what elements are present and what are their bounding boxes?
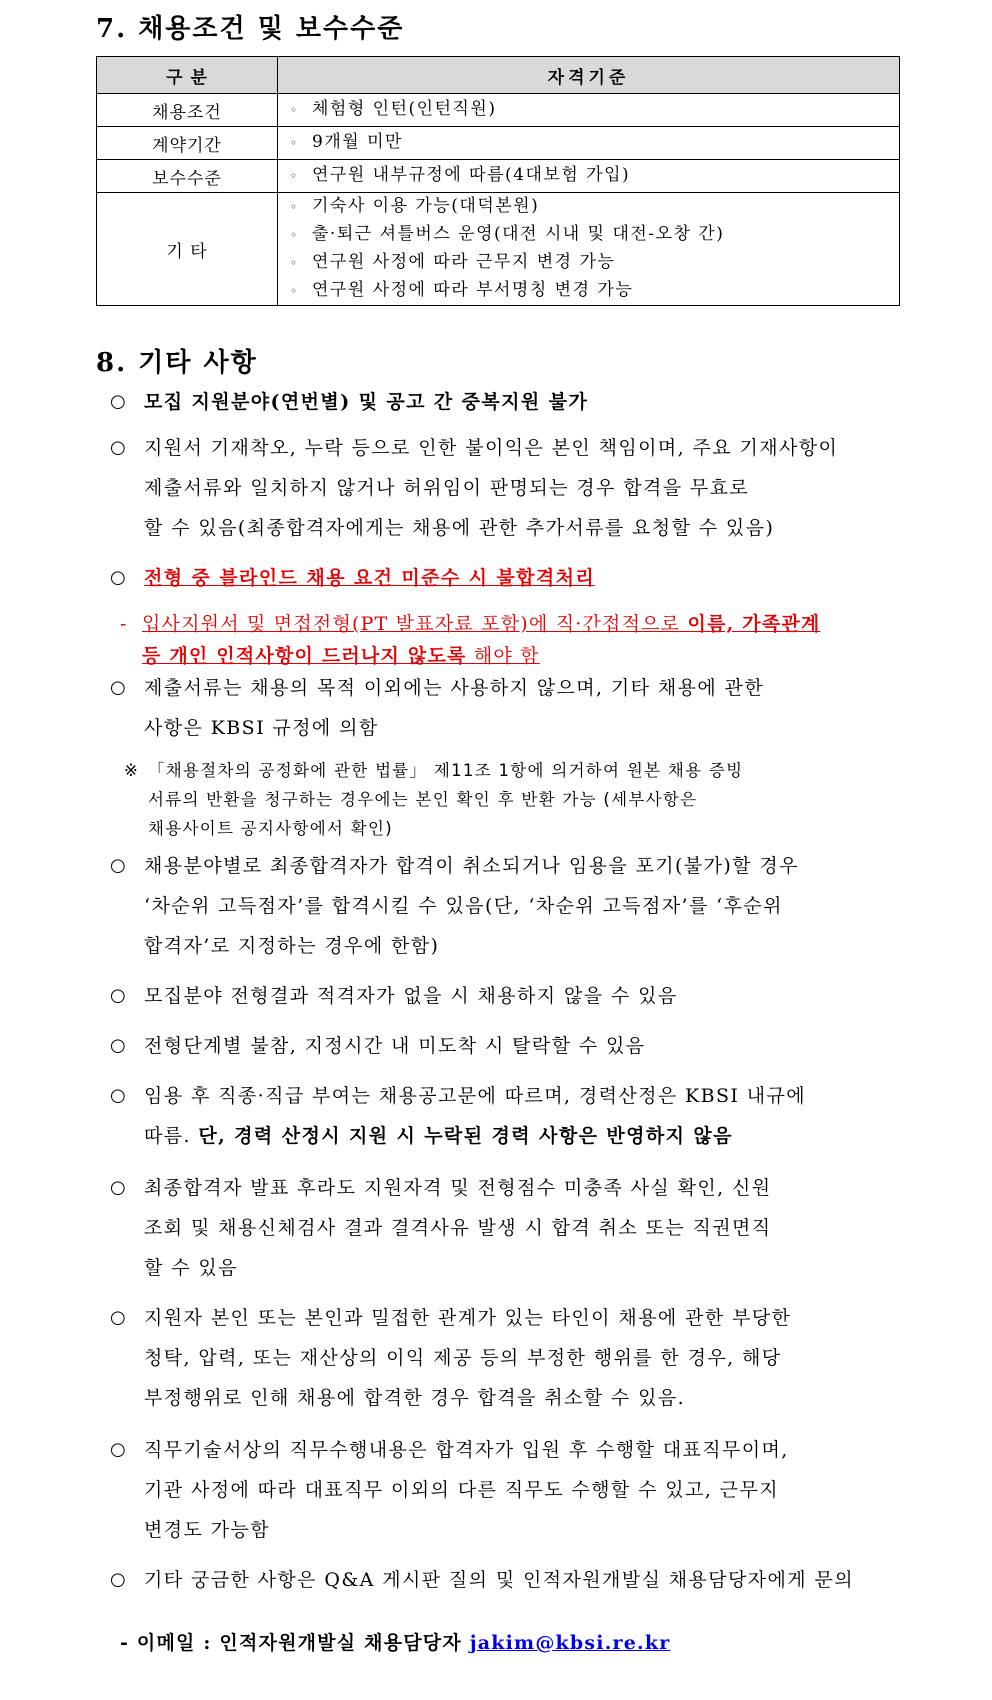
circle-bullet-icon: ○ (110, 1307, 128, 1328)
contact-email-line (120, 1628, 670, 1655)
notice-line: 지원자 본인 또는 본인과 밀접한 관계가 있는 타인이 채용에 관한 부당한 (144, 1307, 792, 1329)
notice-item-career (110, 1076, 910, 1156)
row-label: 채용조건 (97, 94, 278, 127)
notice-line: 제출서류는 채용의 목적 이외에는 사용하지 않으며, 기타 채용에 관한 (144, 677, 765, 699)
row-value (278, 127, 900, 160)
notice-line: 할 수 있음(최종합격자에게는 채용에 관한 추가서류를 요청할 수 있음) (144, 517, 775, 539)
notice-line: 부정행위로 인해 채용에 합격한 경우 합격을 취소할 수 있음. (144, 1387, 686, 1409)
notice-text-red: 전형 중 블라인드 채용 요건 미준수 시 불합격처리 (144, 567, 596, 589)
conditions-table (96, 56, 900, 306)
row-item: 기숙사 이용 가능(대덕본원) (312, 196, 540, 216)
row-item: 출·퇴근 셔틀버스 운영(대전 시내 및 대전-오창 간) (312, 224, 725, 244)
table-header-row (97, 57, 900, 94)
detail-text: 해야 함 (466, 645, 540, 667)
notice-line: 최종합격자 발표 후라도 지원자격 및 전형점수 미충족 사실 확인, 신원 (144, 1177, 772, 1199)
notice-line: 제출서류와 일치하지 않거나 허위임이 판명되는 경우 합격을 무효로 (144, 477, 750, 499)
email-link[interactable]: jakim@kbsi.re.kr (469, 1632, 671, 1654)
table-row (97, 160, 900, 193)
row-value (278, 94, 900, 127)
detail-text-bold: 이름, 가족관계 (687, 613, 821, 635)
circle-bullet-icon: ○ (110, 677, 128, 698)
note-line: 「채용절차의 공정화에 관한 법률」 제11조 1항에 의거하여 원본 채용 증빙 (148, 761, 744, 780)
notice-item-runner-up (110, 846, 910, 966)
circle-bullet-icon: ○ (110, 1569, 128, 1590)
circle-bullet-icon: ○ (110, 985, 128, 1006)
email-label: - 이메일 : 인적자원개발실 채용담당자 (120, 1632, 470, 1654)
blind-hiring-detail (120, 608, 910, 672)
bullet-icon: ◦ (290, 169, 299, 183)
circle-bullet-icon: ○ (110, 1439, 128, 1460)
row-label: 기 타 (97, 193, 278, 306)
detail-text: 입사지원서 및 면접전형(PT 발표자료 포함)에 직·간접적으로 (142, 613, 688, 635)
notice-item-documents (110, 668, 910, 748)
bullet-icon: ◦ (290, 200, 299, 214)
row-item: 체험형 인턴(인턴직원) (312, 99, 497, 119)
notice-line: 청탁, 압력, 또는 재산상의 이익 제공 등의 부정한 행위를 한 경우, 해당 (144, 1347, 782, 1369)
notice-text: 전형단계별 불참, 지정시간 내 미도착 시 탈락할 수 있음 (144, 1035, 646, 1057)
notice-line: 변경도 가능함 (144, 1519, 270, 1541)
row-label: 보수수준 (97, 160, 278, 193)
table-row (97, 193, 900, 306)
row-value (278, 160, 900, 193)
bullet-icon: ◦ (290, 103, 299, 117)
circle-bullet-icon: ○ (110, 1177, 128, 1198)
notice-item-application-errors (110, 428, 910, 548)
row-label: 계약기간 (97, 127, 278, 160)
row-item: 9개월 미만 (312, 132, 403, 152)
dash-mark: - (120, 613, 128, 635)
row-value (278, 193, 900, 306)
circle-bullet-icon: ○ (110, 1085, 128, 1106)
notice-item-blind-hiring (110, 558, 910, 598)
document-return-note (124, 756, 914, 843)
bullet-icon: ◦ (290, 136, 299, 150)
section-7-title: 7. 채용조건 및 보수수준 (96, 14, 405, 44)
circle-bullet-icon: ○ (110, 391, 128, 412)
circle-bullet-icon: ○ (110, 567, 128, 588)
notice-line: 기관 사정에 따라 대표직무 이외의 다른 직무도 수행할 수 있고, 근무지 (144, 1479, 779, 1501)
table-row (97, 94, 900, 127)
notice-line: 지원서 기재착오, 누락 등으로 인한 불이익은 본인 책임이며, 주요 기재사항이 (144, 437, 839, 459)
header-category: 구 분 (97, 57, 278, 94)
notice-text: 모집 지원분야(연번별) 및 공고 간 중복지원 불가 (144, 391, 589, 413)
notice-line: 할 수 있음 (144, 1257, 238, 1279)
notice-line: 직무기술서상의 직무수행내용은 합격자가 입원 후 수행할 대표직무이며, (144, 1439, 789, 1461)
section-8-title: 8. 기타 사항 (96, 348, 258, 378)
notice-text: 기타 궁금한 사항은 Q&A 게시판 질의 및 인적자원개발실 채용담당자에게 문의 (144, 1569, 854, 1591)
detail-text-bold: 등 개인 인적사항이 드러나지 않도록 (142, 645, 467, 667)
row-item: 연구원 사정에 따라 근무지 변경 가능 (312, 252, 616, 272)
circle-bullet-icon: ○ (110, 855, 128, 876)
notice-item-job-description (110, 1430, 910, 1550)
reference-mark-icon: ※ (124, 761, 140, 780)
notice-line: 따름. (144, 1125, 199, 1147)
notice-line: ‘차순위 고득점자’를 합격시킬 수 있음(단, ‘차순위 고득점자’를 ‘후순위 (144, 895, 783, 917)
note-line: 서류의 반환을 청구하는 경우에는 본인 확인 후 반환 가능 (세부사항은 (148, 790, 698, 809)
notice-line-bold: 단, 경력 산정시 지원 시 누락된 경력 사항은 반영하지 않음 (198, 1125, 733, 1147)
bullet-icon: ◦ (290, 256, 299, 270)
table-row (97, 127, 900, 160)
notice-item-misconduct (110, 1298, 910, 1418)
row-item: 연구원 내부규정에 따름(4대보험 가입) (312, 165, 631, 185)
bullet-icon: ◦ (290, 228, 299, 242)
notice-line: 채용분야별로 최종합격자가 합격이 취소되거나 임용을 포기(불가)할 경우 (144, 855, 799, 877)
notice-item-no-qualified (110, 976, 910, 1016)
header-criteria: 자격기준 (278, 57, 900, 94)
notice-line: 조회 및 채용신체검사 결과 결격사유 발생 시 합격 취소 또는 직권면직 (144, 1217, 772, 1239)
notice-text: 모집분야 전형결과 적격자가 없을 시 채용하지 않을 수 있음 (144, 985, 678, 1007)
notice-item-absence (110, 1026, 910, 1066)
notice-line: 합격자’로 지정하는 경우에 한함) (144, 935, 440, 957)
row-item: 연구원 사정에 따라 부서명칭 변경 가능 (312, 280, 634, 300)
notice-item-duplicate (110, 382, 910, 422)
notice-item-inquiries (110, 1560, 910, 1600)
note-line: 채용사이트 공지사항에서 확인) (148, 819, 393, 838)
notice-line: 사항은 KBSI 규정에 의함 (144, 717, 379, 739)
bullet-icon: ◦ (290, 284, 299, 298)
notice-line: 임용 후 직종·직급 부여는 채용공고문에 따르며, 경력산정은 KBSI 내규에 (144, 1085, 807, 1107)
notice-item-cancellation (110, 1168, 910, 1288)
circle-bullet-icon: ○ (110, 437, 128, 458)
circle-bullet-icon: ○ (110, 1035, 128, 1056)
